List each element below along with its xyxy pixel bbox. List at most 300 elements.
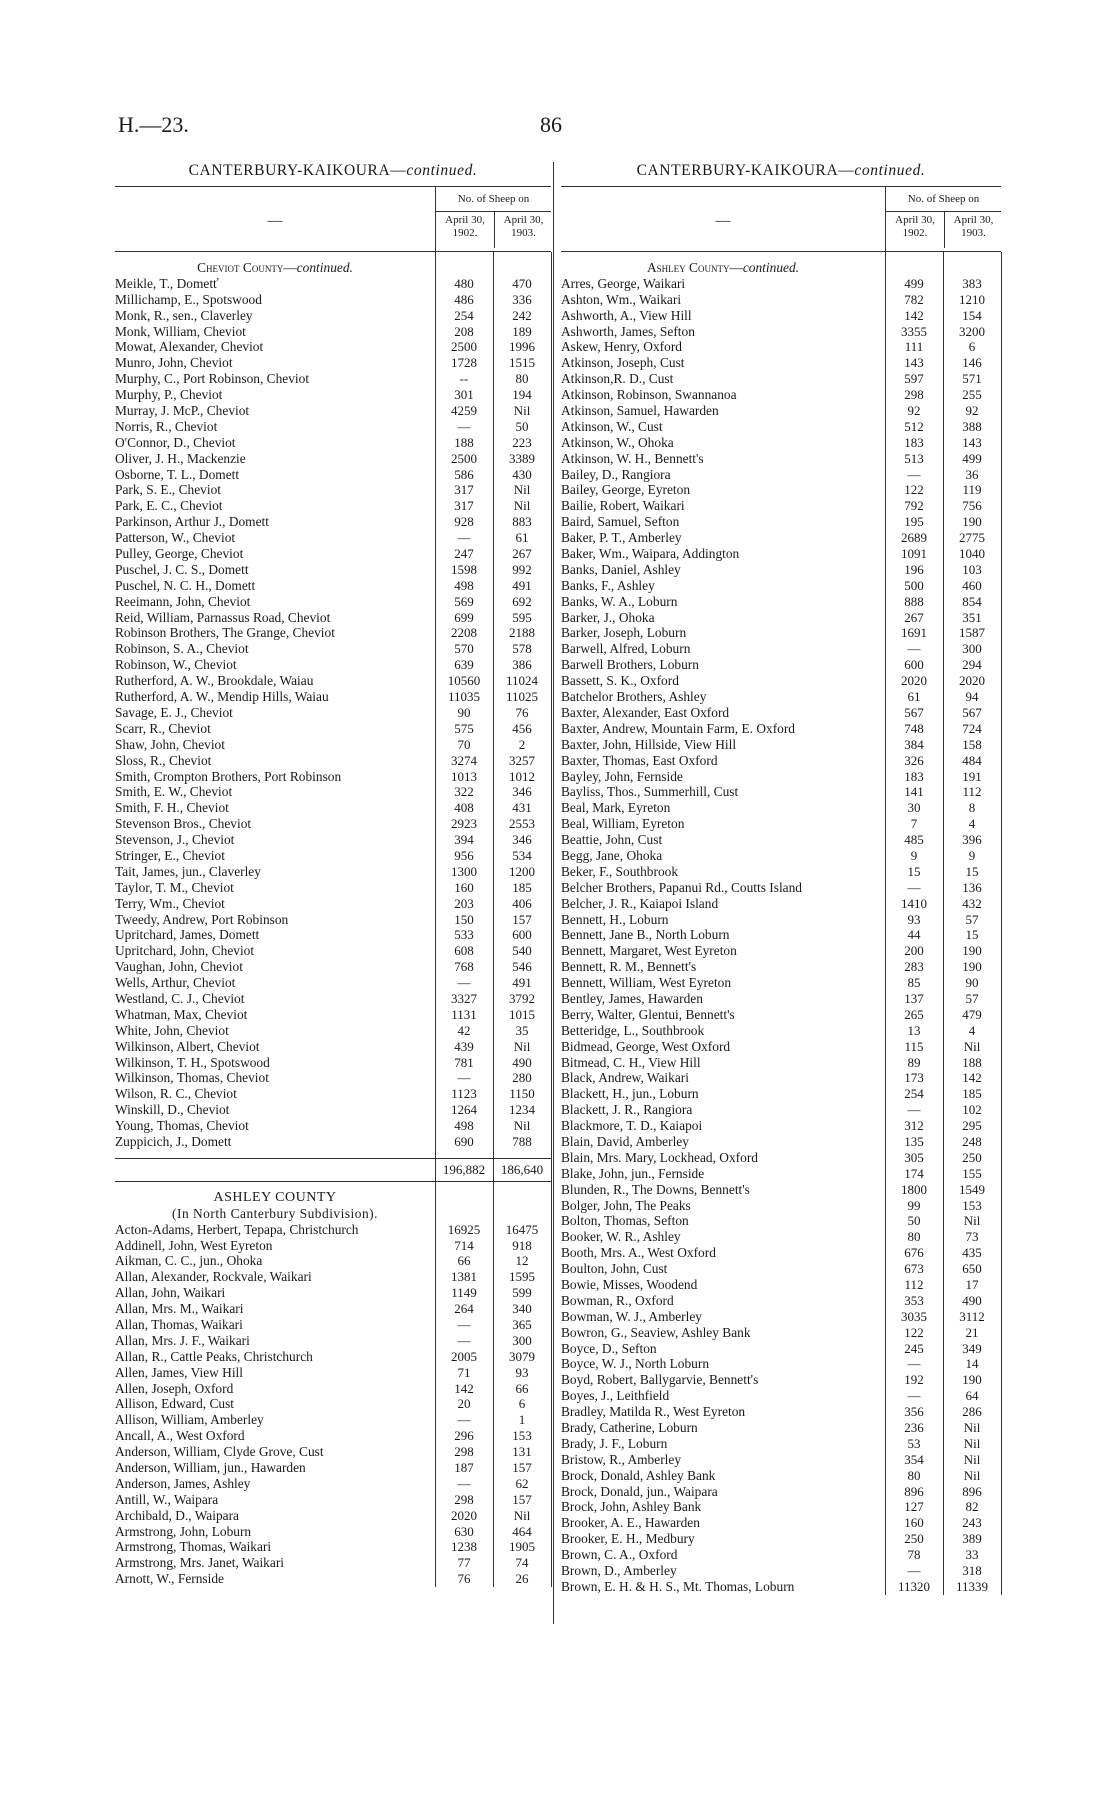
table-row <box>561 292 1001 308</box>
sheep-1902: 676 <box>904 1245 924 1261</box>
owner-name: Banks, F., Ashley <box>561 577 655 593</box>
sheep-1902: 3327 <box>451 990 477 1006</box>
owner-name: Banks, W. A., Loburn <box>561 593 678 609</box>
owner-name: Brown, C. A., Oxford <box>561 1547 678 1563</box>
table-row <box>115 816 551 832</box>
owner-name: Baxter, Alexander, East Oxford <box>561 704 730 720</box>
owner-name: Murphy, P., Cheviot <box>115 387 223 403</box>
sheep-1902: 89 <box>907 1054 921 1070</box>
sheep-1903: 918 <box>512 1237 532 1253</box>
owner-name: Winskill, D., Cheviot <box>115 1102 230 1118</box>
owner-name: Monk, William, Cheviot <box>115 323 246 339</box>
sheep-1902: 93 <box>907 911 921 927</box>
owner-name: Ashworth, A., View Hill <box>561 307 692 323</box>
table-row <box>561 1452 1001 1468</box>
sheep-1902: 298 <box>454 1491 474 1507</box>
sheep-1902: 71 <box>457 1364 471 1380</box>
sheep-1903: 1210 <box>959 291 985 307</box>
sheep-1903: 17 <box>965 1277 979 1292</box>
sheep-1902: — <box>457 1070 471 1086</box>
total-1902: 196,882 <box>442 1161 486 1177</box>
sheep-1903: 540 <box>512 943 532 959</box>
sheep-count-group-title: No. of Sheep on <box>886 187 1001 212</box>
table-row <box>561 1468 1001 1484</box>
sheep-1902: 575 <box>454 720 474 736</box>
owner-name: Taylor, T. M., Cheviot <box>115 879 234 895</box>
spacer <box>115 1150 551 1158</box>
table-row <box>115 689 551 705</box>
table-row <box>115 800 551 816</box>
owner-name: Baird, Samuel, Sefton <box>561 514 680 530</box>
owner-name: Blackmore, T. D., Kaiapoi <box>561 1118 703 1134</box>
sheep-1903: 578 <box>512 641 532 657</box>
sheep-1903: 190 <box>962 1372 982 1388</box>
owner-name: Murray, J. McP., Cheviot <box>115 403 250 419</box>
sheep-1903: 490 <box>962 1292 982 1308</box>
sheep-1903: 11339 <box>955 1578 989 1594</box>
sheep-1902: 112 <box>904 1277 924 1292</box>
table-row <box>115 1412 551 1428</box>
sheep-1903: 3079 <box>509 1348 535 1364</box>
column-rule <box>493 252 494 1587</box>
sheep-1903: 26 <box>515 1571 529 1587</box>
total-1903: 186,640 <box>500 1161 544 1177</box>
table-row <box>561 530 1001 546</box>
sheep-1903: 223 <box>512 434 532 450</box>
owner-name: Norris, R., Cheviot <box>115 418 218 434</box>
owner-name: Munro, John, Cheviot <box>115 355 233 371</box>
owner-name: Rutherford, A. W., Brookdale, Waiau <box>115 673 314 689</box>
sheep-1902: 298 <box>904 387 924 403</box>
table-row <box>561 371 1001 387</box>
sheep-1902: 748 <box>904 720 924 736</box>
sheep-1903: Nil <box>513 1038 531 1054</box>
sheep-1903: 33 <box>965 1547 979 1563</box>
sheep-1903: 788 <box>512 1133 532 1149</box>
sheep-1903: 146 <box>962 355 982 371</box>
sheep-1903: 158 <box>962 736 982 752</box>
sheep-1903: 346 <box>512 832 532 848</box>
table-row <box>115 673 551 689</box>
owner-name: Blain, Mrs. Mary, Lockhead, Oxford <box>561 1149 758 1165</box>
table-row <box>115 943 551 959</box>
sheep-1902: 480 <box>454 275 474 291</box>
owner-name: Atkinson, W. H., Bennett's <box>561 450 704 466</box>
owner-name: Blake, John, jun., Fernside <box>561 1165 705 1181</box>
sheep-1902: 439 <box>454 1038 474 1054</box>
sheep-1902: — <box>907 466 921 482</box>
sheep-1902: 50 <box>907 1213 921 1229</box>
table-row <box>561 1531 1001 1547</box>
table-row <box>561 403 1001 419</box>
owner-name: Allen, Joseph, Oxford <box>115 1380 234 1396</box>
name-column-header: — <box>267 213 283 229</box>
sheep-1903: 600 <box>512 927 532 943</box>
owner-name: Baker, Wm., Waipara, Addington <box>561 546 740 562</box>
owner-name: Archibald, D., Waipara <box>115 1507 239 1523</box>
table-row <box>115 864 551 880</box>
sheep-1903: Nil <box>963 1038 981 1054</box>
table-row <box>561 721 1001 737</box>
sheep-1903: 349 <box>962 1340 982 1356</box>
table-row <box>561 1102 1001 1118</box>
sheep-1903: 2775 <box>959 530 985 546</box>
table-row <box>115 737 551 753</box>
sheep-1903: 267 <box>512 546 532 562</box>
table-row <box>561 1563 1001 1579</box>
table-row <box>561 387 1001 403</box>
column-rule <box>885 252 886 1595</box>
column-rule <box>1001 252 1002 1595</box>
owner-name: Allan, Thomas, Waikari <box>115 1317 243 1332</box>
table-row <box>115 1524 551 1540</box>
sheep-1902: 485 <box>904 832 924 848</box>
owner-name: Stevenson Bros., Cheviot <box>115 816 252 832</box>
sheep-1902: 1691 <box>901 625 927 641</box>
owner-name: Baxter, Thomas, East Oxford <box>561 752 718 768</box>
table-row <box>561 1007 1001 1023</box>
sheep-1902: 42 <box>457 1022 471 1038</box>
table-row <box>561 467 1001 483</box>
owner-name: Allison, William, Amberley <box>115 1412 264 1428</box>
sheep-1902: 486 <box>454 291 474 307</box>
sheep-1903: 76 <box>515 704 529 720</box>
owner-name: Bennett, H., Loburn <box>561 911 669 927</box>
sheep-1903: 435 <box>962 1245 982 1261</box>
sheep-1902: 76 <box>457 1571 471 1587</box>
owner-name: Westland, C. J., Cheviot <box>115 990 245 1006</box>
sheep-1903: 346 <box>512 784 532 800</box>
owner-name: Anderson, William, Clyde Grove, Cust <box>115 1444 324 1460</box>
owner-name: Boyce, W. J., North Loburn <box>561 1356 710 1372</box>
sheep-1902: 567 <box>904 704 924 720</box>
sheep-1903: Nil <box>963 1213 981 1229</box>
table-row <box>115 1301 551 1317</box>
owner-name: Brooker, E. H., Medbury <box>561 1531 695 1547</box>
table-row <box>561 1086 1001 1102</box>
table-row <box>115 546 551 562</box>
sheep-1902: 326 <box>904 752 924 768</box>
table-row <box>115 1102 551 1118</box>
sheep-1902: 99 <box>907 1197 921 1213</box>
owner-name: Arnott, W., Fernside <box>115 1571 224 1587</box>
sheep-1902: 135 <box>904 1133 924 1149</box>
owner-name: Bailie, Robert, Waikari <box>561 498 685 514</box>
sheep-1902: 203 <box>454 895 474 911</box>
sheep-1903: 490 <box>512 1054 532 1070</box>
sheep-1903: Nil <box>963 1420 981 1436</box>
sheep-1903: 15 <box>965 927 979 943</box>
owner-name: Shaw, John, Cheviot <box>115 736 225 752</box>
column-rule <box>943 252 944 1595</box>
sheep-1902: 196 <box>904 561 924 577</box>
table-row <box>115 1023 551 1039</box>
table-row <box>115 848 551 864</box>
sheep-1903: 365 <box>512 1317 532 1332</box>
table-row <box>115 769 551 785</box>
owner-name: Atkinson, Robinson, Swannanoa <box>561 387 737 403</box>
table-row <box>115 1039 551 1055</box>
owner-name: Allan, Alexander, Rockvale, Waikari <box>115 1269 312 1285</box>
sheep-1903: 1 <box>518 1412 526 1428</box>
sheep-1902: 236 <box>904 1420 924 1436</box>
sheep-1903: 14 <box>965 1356 979 1372</box>
sheep-1902: 699 <box>454 609 474 625</box>
sheep-1902: 174 <box>904 1165 924 1181</box>
sheep-1902: 3035 <box>901 1308 927 1324</box>
table-row <box>115 1222 551 1238</box>
sheep-1903: 692 <box>512 593 532 609</box>
sheep-1902: 1091 <box>901 546 927 562</box>
table-row <box>561 546 1001 562</box>
table-row <box>115 753 551 769</box>
table-row <box>561 880 1001 896</box>
owner-name: Boulton, John, Cust <box>561 1261 668 1277</box>
table-row <box>115 705 551 721</box>
section-heading-ashley: ASHLEY COUNTY <box>213 1189 337 1205</box>
sheep-1903: 11025 <box>505 689 539 705</box>
table-row <box>561 1150 1001 1166</box>
owner-name: White, John, Cheviot <box>115 1022 229 1038</box>
owner-name: Terry, Wm., Cheviot <box>115 895 225 911</box>
sheep-1902: 90 <box>457 704 471 720</box>
owner-name: Brown, D., Amberley <box>561 1563 677 1579</box>
sheep-1902: 408 <box>454 800 474 816</box>
table-row <box>561 1547 1001 1563</box>
table-row <box>561 1039 1001 1055</box>
sheep-1902: — <box>457 1317 471 1332</box>
owner-name: Brock, Donald, jun., Waipara <box>561 1483 718 1499</box>
table-row <box>115 292 551 308</box>
page-reference: H.—23. <box>118 112 189 137</box>
sheep-1902: 690 <box>454 1133 474 1149</box>
table-row <box>561 594 1001 610</box>
sheep-1903: 92 <box>965 403 979 419</box>
sheep-1903: 90 <box>965 975 979 991</box>
table-row <box>561 1118 1001 1134</box>
name-column-header: — <box>715 213 731 229</box>
owner-name: Acton-Adams, Herbert, Tepapa, Christchurch <box>115 1221 359 1237</box>
table-row <box>115 657 551 673</box>
owner-name: Wells, Arthur, Cheviot <box>115 975 236 991</box>
sheep-1903: 896 <box>962 1483 982 1499</box>
sheep-1903: 2553 <box>509 816 535 832</box>
sheep-1903: 2188 <box>509 625 535 641</box>
table-row <box>115 975 551 991</box>
owner-name: Wilkinson, Thomas, Cheviot <box>115 1070 269 1086</box>
owner-name: Bayley, John, Fernside <box>561 768 683 784</box>
owner-name: Begg, Jane, Ohoka <box>561 847 663 863</box>
sheep-1903: 1996 <box>509 339 535 355</box>
sheep-1903: 300 <box>512 1332 532 1348</box>
sheep-1903: 190 <box>962 943 982 959</box>
owner-name: Beker, F., Southbrook <box>561 863 679 879</box>
owner-name: Brooker, A. E., Hawarden <box>561 1515 700 1531</box>
sheep-1903: 3200 <box>959 323 985 339</box>
sheep-1903: 190 <box>962 514 982 530</box>
table-row <box>561 308 1001 324</box>
sheep-1902: 296 <box>454 1428 474 1444</box>
table-row <box>115 1086 551 1102</box>
sheep-1902: 200 <box>904 943 924 959</box>
owner-name: Beal, Mark, Eyreton <box>561 800 671 816</box>
sheep-1902: 80 <box>907 1229 921 1245</box>
owner-name: Reeimann, John, Cheviot <box>115 593 251 609</box>
sheep-1903: 1905 <box>509 1539 535 1555</box>
sheep-1902: 183 <box>904 768 924 784</box>
sheep-1903: 567 <box>962 704 982 720</box>
sheep-1902: 2208 <box>451 625 477 641</box>
sheep-1903: 190 <box>962 959 982 975</box>
owner-name: Brock, John, Ashley Bank <box>561 1499 702 1515</box>
owner-name: Upritchard, James, Domett <box>115 927 260 943</box>
sheep-1902: 250 <box>904 1531 924 1547</box>
sheep-1903: 103 <box>962 561 982 577</box>
owner-name: Reid, William, Parnassus Road, Cheviot <box>115 609 331 625</box>
sheep-1902: 2923 <box>451 816 477 832</box>
owner-name: Bowman, W. J., Amberley <box>561 1308 702 1324</box>
sheep-1903: 1515 <box>509 355 535 371</box>
table-row <box>115 959 551 975</box>
table-row <box>561 1166 1001 1182</box>
sheep-1903: 3389 <box>509 450 535 466</box>
sheep-1902: — <box>907 1356 921 1372</box>
sheep-1903: Nil <box>963 1435 981 1451</box>
table-row <box>115 419 551 435</box>
owner-name: Patterson, W., Cheviot <box>115 530 236 546</box>
owner-name: Banks, Daniel, Ashley <box>561 561 681 577</box>
owner-name: Atkinson, W., Cust <box>561 418 663 434</box>
owner-name: Bennett, R. M., Bennett's <box>561 959 697 975</box>
owner-name: Brady, Catherine, Loburn <box>561 1420 698 1436</box>
sheep-1903: 61 <box>515 530 529 546</box>
sheep-1903: 479 <box>962 1006 982 1022</box>
table-row <box>115 1476 551 1492</box>
sheep-1902: 768 <box>454 959 474 975</box>
sheep-1903: 1587 <box>959 625 985 641</box>
table-row <box>115 308 551 324</box>
table-row <box>115 1539 551 1555</box>
page-number: 86 <box>540 112 562 137</box>
sheep-1902: 956 <box>454 847 474 863</box>
owner-name: Pulley, George, Cheviot <box>115 546 244 562</box>
owner-name: Bidmead, George, West Oxford <box>561 1038 731 1054</box>
sheep-1902: 127 <box>904 1499 924 1515</box>
sheep-1903: 11024 <box>505 673 539 689</box>
sheep-1903: 388 <box>962 418 982 434</box>
sheep-1903: 185 <box>962 1086 982 1102</box>
sheep-1903: Nil <box>513 498 531 514</box>
owner-name: Belcher Brothers, Papanui Rd., Coutts Island <box>561 879 802 895</box>
table-row <box>561 1499 1001 1515</box>
table-row <box>115 1555 551 1571</box>
sheep-1902: 782 <box>904 291 924 307</box>
owner-name: Ashworth, James, Sefton <box>561 323 695 339</box>
sheep-1902: 53 <box>907 1435 921 1451</box>
sheep-1902: 792 <box>904 498 924 514</box>
section-heading-ashley-continued: Ashley County—continued. <box>647 260 799 275</box>
table-row <box>115 1253 551 1269</box>
table-row <box>115 1333 551 1349</box>
owner-name: Park, E. C., Cheviot <box>115 498 223 514</box>
sheep-1903: 300 <box>962 641 982 657</box>
owner-name: Bolger, John, The Peaks <box>561 1197 691 1213</box>
owner-name: Aikman, C. C., jun., Ohoka <box>115 1253 263 1269</box>
table-row <box>561 991 1001 1007</box>
table-row <box>115 594 551 610</box>
table-row <box>115 339 551 355</box>
sheep-1902: 141 <box>904 784 924 800</box>
owner-name: Baxter, John, Hillside, View Hill <box>561 736 737 752</box>
sheep-1903: 188 <box>962 1054 982 1070</box>
sheep-1902: 115 <box>904 1038 924 1054</box>
sheep-1903: 142 <box>962 1070 982 1086</box>
spacer <box>115 1182 551 1190</box>
sheep-1902: 188 <box>454 434 474 450</box>
table-row <box>115 1444 551 1460</box>
table-row <box>561 975 1001 991</box>
sheep-1903: 6 <box>968 339 976 355</box>
owner-name: Bentley, James, Hawarden <box>561 990 703 1006</box>
sheep-1903: 66 <box>515 1380 529 1396</box>
owner-name: Scarr, R., Cheviot <box>115 720 211 736</box>
table-row <box>115 1492 551 1508</box>
sheep-1903: 1150 <box>509 1086 535 1102</box>
table-row <box>561 864 1001 880</box>
sheep-1903: 62 <box>515 1475 529 1491</box>
sheep-1903: 470 <box>512 275 532 291</box>
table-row <box>561 689 1001 705</box>
right-table-header <box>561 186 1001 252</box>
sheep-1903: 464 <box>512 1523 532 1539</box>
sheep-1903: 102 <box>962 1102 982 1118</box>
owner-name: Bailey, George, Eyreton <box>561 482 691 498</box>
table-row <box>115 562 551 578</box>
table-row <box>561 1404 1001 1420</box>
sheep-1902: 1131 <box>451 1006 477 1022</box>
table-row <box>115 912 551 928</box>
table-row <box>561 848 1001 864</box>
sheep-1903: 1200 <box>509 863 535 879</box>
table-row <box>561 1277 1001 1293</box>
sheep-1902: 512 <box>904 418 924 434</box>
owner-name: Armstrong, John, Loburn <box>115 1523 252 1539</box>
sheep-1903: 599 <box>512 1285 532 1301</box>
table-row <box>115 1381 551 1397</box>
sheep-1903: 3257 <box>509 752 535 768</box>
owner-name: Osborne, T. L., Domett <box>115 466 240 482</box>
owner-name: Antill, W., Waipara <box>115 1491 219 1507</box>
table-row <box>115 1396 551 1412</box>
table-row <box>561 610 1001 626</box>
owner-name: Sloss, R., Cheviot <box>115 752 212 768</box>
owner-name: Parkinson, Arthur J., Domett <box>115 514 269 530</box>
owner-name: Allan, Mrs. J. F., Waikari <box>115 1332 250 1348</box>
sheep-1903: 351 <box>962 609 982 625</box>
sheep-1903: 243 <box>962 1515 982 1531</box>
sheep-1903: 9 <box>968 847 976 863</box>
owner-name: Barwell Brothers, Loburn <box>561 657 699 673</box>
sheep-1903: 756 <box>962 498 982 514</box>
sheep-1903: 491 <box>512 975 532 991</box>
sheep-1903: 318 <box>962 1563 982 1579</box>
sheep-1902: 322 <box>454 784 474 800</box>
owner-name: Monk, R., sen., Claverley <box>115 307 253 323</box>
owner-name: Vaughan, John, Cheviot <box>115 959 243 975</box>
owner-name: Ashton, Wm., Waikari <box>561 291 682 307</box>
sheep-1902: 92 <box>907 403 921 419</box>
sheep-1903: Nil <box>513 482 531 498</box>
